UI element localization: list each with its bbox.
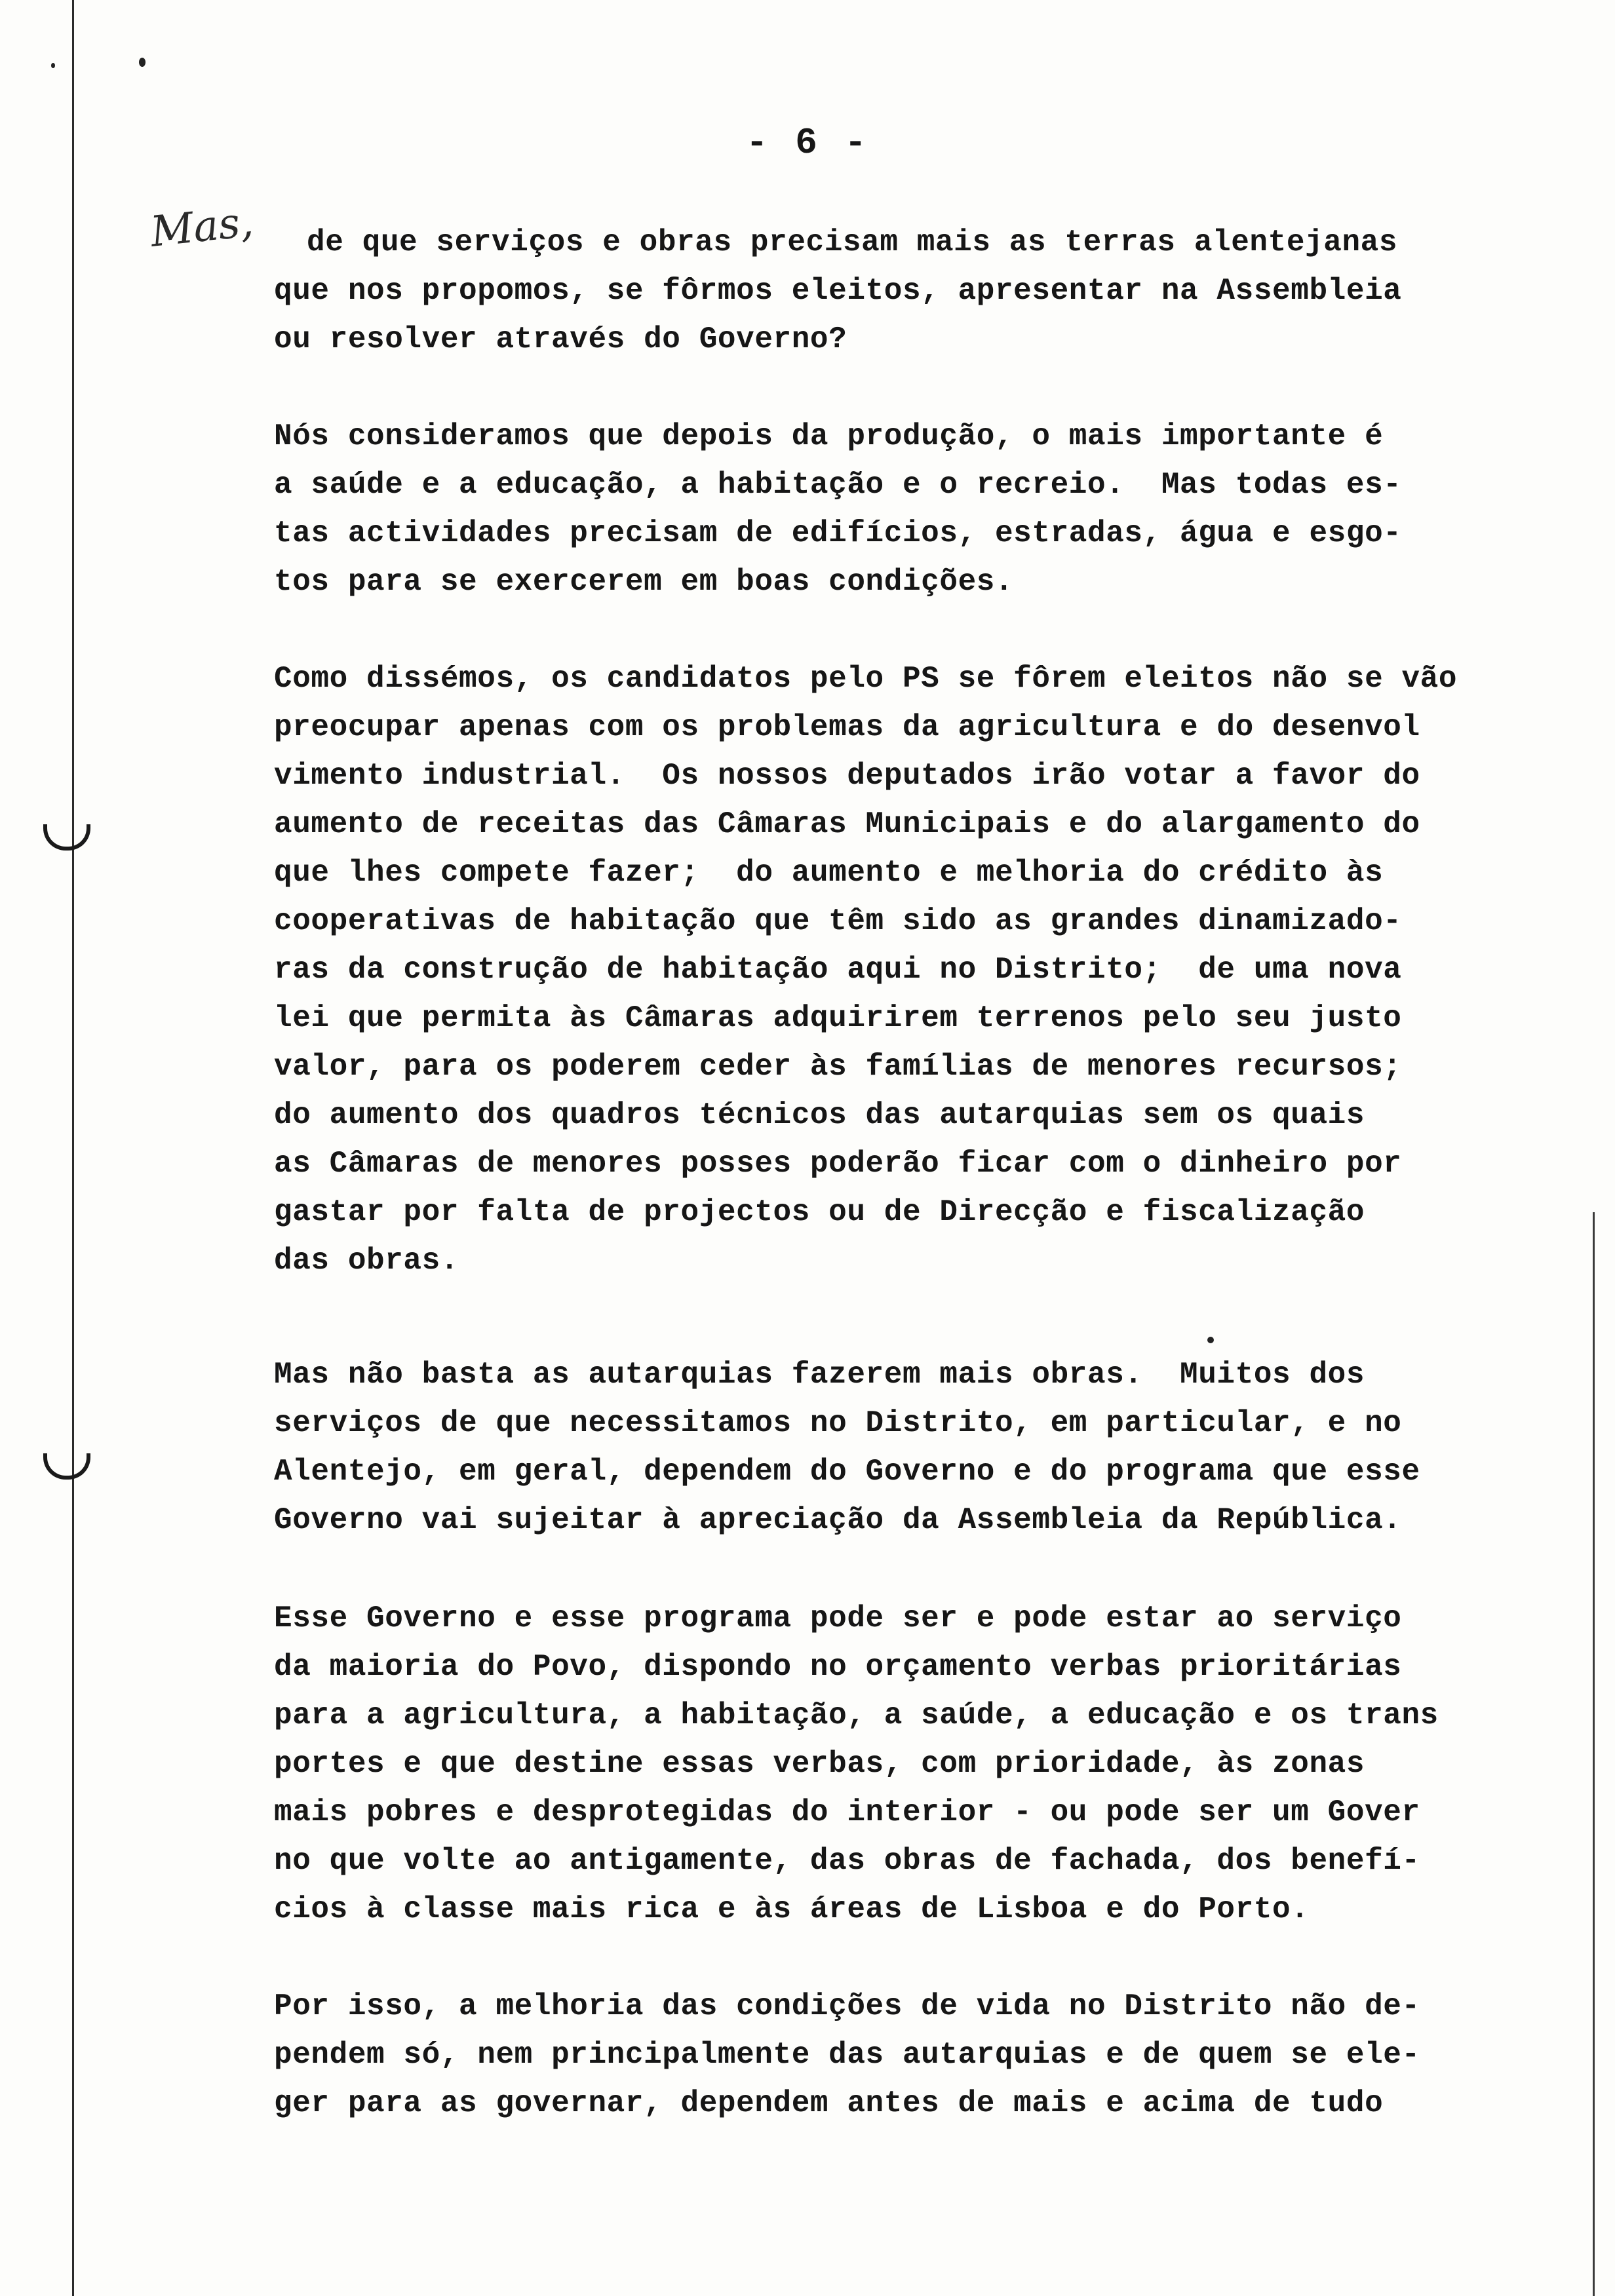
text-line: tos para se exercerem em boas condições. (274, 565, 1014, 599)
text-line: cios à classe mais rica e às áreas de Lisboa e do Porto. (274, 1892, 1310, 1926)
text-line: as Câmaras de menores posses poderão ficar com o dinheiro por (274, 1147, 1402, 1181)
text-line: Nós consideramos que depois da produção, o mais importante é (274, 419, 1384, 453)
text-line: no que volte ao antigamente, das obras de fachada, dos benefí- (274, 1844, 1420, 1878)
ink-speck (51, 63, 55, 68)
text-line: para a agricultura, a habitação, a saúde, a educação e os trans (274, 1698, 1439, 1732)
text-line: mais pobres e desprotegidas do interior - ou pode ser um Gover (274, 1795, 1420, 1829)
text-line: ras da construção de habitação aqui no Distrito; de uma nova (274, 953, 1402, 987)
text-line: das obras. (274, 1244, 459, 1278)
text-line: serviços de que necessitamos no Distrito, em particular, e no (274, 1406, 1402, 1440)
text-line: pendem só, nem principalmente das autarquias e de quem se ele- (274, 2038, 1420, 2072)
text-line: que nos propomos, se fôrmos eleitos, apresentar na Assembleia (274, 274, 1402, 308)
text-line: lei que permita às Câmaras adquirirem terrenos pelo seu justo (274, 1001, 1402, 1035)
text-line: Governo vai sujeitar à apreciação da Assembleia da República. (274, 1503, 1402, 1537)
page-number: - 6 - (745, 122, 870, 164)
text-line: ou resolver através do Governo? (274, 322, 847, 356)
text-line: Mas não basta as autarquias fazerem mais obras. Muitos dos (274, 1358, 1365, 1392)
text-line: da maioria do Povo, dispondo no orçamento verbas prioritárias (274, 1650, 1402, 1684)
binding-edge-line (72, 0, 74, 2296)
text-line: gastar por falta de projectos ou de Direcção e fiscalização (274, 1195, 1365, 1229)
text-line: que lhes compete fazer; do aumento e melhoria do crédito às (274, 856, 1384, 890)
text-line: de que serviços e obras precisam mais as terras alentejanas (307, 225, 1398, 259)
text-line: ger para as governar, dependem antes de mais e acima de tudo (274, 2086, 1384, 2120)
text-line: cooperativas de habitação que têm sido as grandes dinamizado- (274, 904, 1402, 938)
text-line: vimento industrial. Os nossos deputados irão votar a favor do (274, 759, 1420, 793)
text-line: Como dissémos, os candidatos pelo PS se fôrem eleitos não se vão (274, 662, 1458, 696)
text-line: valor, para os poderem ceder às famílias de menores recursos; (274, 1050, 1402, 1084)
text-line: tas actividades precisam de edifícios, estradas, água e esgo- (274, 516, 1402, 550)
text-line: Por isso, a melhoria das condições de vida no Distrito não de- (274, 1989, 1420, 2023)
ink-speck (1207, 1337, 1214, 1343)
punch-hole-mark (43, 1453, 90, 1480)
punch-hole-mark (43, 824, 90, 851)
handwritten-margin-note: Mas, (148, 197, 256, 257)
text-line: portes e que destine essas verbas, com prioridade, às zonas (274, 1747, 1365, 1781)
text-line: aumento de receitas das Câmaras Municipais e do alargamento do (274, 807, 1420, 841)
text-line: Esse Governo e esse programa pode ser e pode estar ao serviço (274, 1601, 1402, 1636)
text-line: Alentejo, em geral, dependem do Governo e do programa que esse (274, 1455, 1420, 1489)
page-edge-line (1593, 1212, 1595, 2296)
text-line: do aumento dos quadros técnicos das autarquias sem os quais (274, 1098, 1365, 1132)
text-line: preocupar apenas com os problemas da agricultura e do desenvol (274, 710, 1420, 744)
ink-speck (139, 58, 146, 67)
text-line: a saúde e a educação, a habitação e o recreio. Mas todas es- (274, 468, 1402, 502)
